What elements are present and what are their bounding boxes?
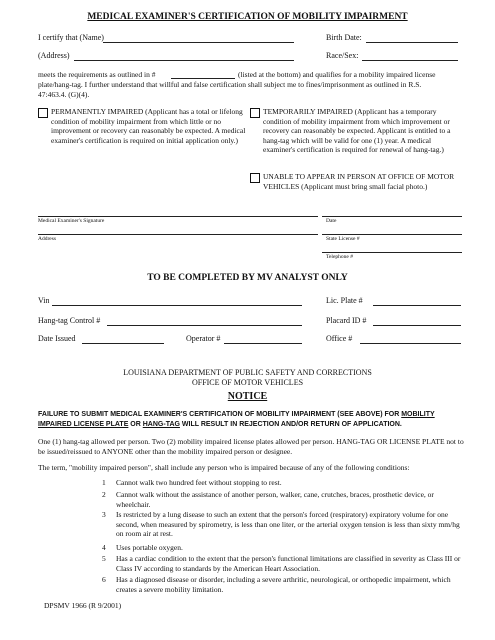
condition-number-field[interactable] <box>171 78 235 79</box>
signature-date-label: Date <box>326 218 337 224</box>
signature-date-field[interactable] <box>322 216 462 217</box>
placard-id-field[interactable] <box>373 325 461 326</box>
meets-text-line3: 47:463.4. (G)(4). <box>38 90 90 99</box>
condition-number: 4 <box>102 543 106 552</box>
analyst-heading: TO BE COMPLETED BY MV ANALYST ONLY <box>147 273 348 283</box>
lic-plate-label: Lic. Plate # <box>326 296 363 305</box>
date-issued-label: Date Issued <box>38 334 76 343</box>
unable-option-text: UNABLE TO APPEAR IN PERSON AT OFFICE OF MOTOR VEHICLES (Applicant must bring small facial photo.) <box>263 172 455 191</box>
form-title: MEDICAL EXAMINER'S CERTIFICATION OF MOBILITY IMPAIRMENT <box>87 12 408 22</box>
telephone-label: Telephone # <box>326 254 353 260</box>
examiner-address-field[interactable] <box>38 234 318 235</box>
operator-field[interactable] <box>224 343 302 344</box>
failure-notice <box>38 410 466 430</box>
birth-date-label: Birth Date: <box>326 33 362 42</box>
lic-plate-field[interactable] <box>373 305 461 306</box>
name-field[interactable] <box>103 42 294 43</box>
failure-notice-part-b: OR <box>128 421 143 428</box>
address-field[interactable] <box>74 60 294 61</box>
agency-dept: LOUISIANA DEPARTMENT OF PUBLIC SAFETY AND CORRECTIONS <box>123 368 372 377</box>
condition-text: Uses portable oxygen. <box>116 543 183 552</box>
failure-notice-part-a: FAILURE TO SUBMIT MEDICAL EXAMINER'S CERTIFICATION OF MOBILITY IMPAIRMENT (SEE ABOVE) FOR <box>38 411 402 418</box>
condition-text: Is restricted by a lung disease to such an extent that the person's forced (respiratory) expiratory volume for one second, when measured by spirometry, is less than one liter, or the arterial oxygen tension is less than sixty mm/hg on room air at rest. <box>116 510 460 538</box>
condition-number: 5 <box>102 554 106 563</box>
temporary-option-text: TEMPORARILY IMPAIRED (Applicant has a temporary condition of mobility impairment from which improvement or recovery can reasonably be expected. Applicant is entitled to a hang-tag which will be valid for one (1) year. A medical examiner's certification is required for renewal of hang-tag.) <box>263 107 451 154</box>
office-label: Office # <box>326 334 353 343</box>
office-field[interactable] <box>360 343 461 344</box>
vin-label: Vin <box>38 296 50 305</box>
form-id: DPSMV 1966 (R 9/2001) <box>44 601 122 610</box>
examiner-signature-field[interactable] <box>38 216 318 217</box>
hangtag-control-label: Hang-tag Control # <box>38 316 101 325</box>
hangtag-control-field[interactable] <box>107 325 302 326</box>
failure-notice-part-c: WILL RESULT IN REJECTION AND/OR RETURN OF APPLICATION. <box>179 421 402 428</box>
race-sex-field[interactable] <box>362 60 458 61</box>
permanent-checkbox[interactable] <box>38 108 48 118</box>
date-issued-field[interactable] <box>82 343 164 344</box>
examiner-signature-label: Medical Examiner's Signature <box>38 218 105 224</box>
vin-field[interactable] <box>52 305 302 306</box>
agency-office: OFFICE OF MOTOR VEHICLES <box>191 378 304 387</box>
examiner-address-label: Address <box>38 236 57 242</box>
state-license-label: State License # <box>326 236 360 242</box>
condition-number: 6 <box>102 575 106 584</box>
allowed-text: One (1) hang-tag allowed per person. Two (2) mobility impaired license plates allowed per person. HANG-TAG OR LICENSE PLATE not to be issued/reissued to ANYONE other than the mobility impaired person or designee. <box>38 437 464 456</box>
failure-notice-plate: MOBILITY IMPAIRED LICENSE PLATE <box>38 411 435 428</box>
state-license-field[interactable] <box>322 234 462 235</box>
meets-text-line2: plate/hang-tag. I further understand that willful and false certification shall subject me to fines/imprisonment as outlined in R.S. <box>38 80 422 89</box>
term-text: The term, "mobility impaired person", shall include any person who is impaired because of any of the following conditions: <box>38 463 410 472</box>
temporary-checkbox[interactable] <box>250 108 260 118</box>
telephone-field[interactable] <box>322 252 462 253</box>
condition-number: 2 <box>102 490 106 499</box>
condition-number: 1 <box>102 478 106 487</box>
address-label: (Address) <box>38 51 70 60</box>
meets-text-start: meets the requirements as outlined in # <box>38 70 156 79</box>
condition-number: 3 <box>102 510 106 519</box>
permanent-option-text: PERMANENTLY IMPAIRED (Applicant has a total or lifelong condition of mobility impairment from which little or no improvement or recovery can reasonably be expected. A medical examiner's certification is required on initial application only.) <box>51 107 246 145</box>
failure-notice-hangtag: HANG-TAG <box>142 421 180 428</box>
operator-label: Operator # <box>186 334 221 343</box>
notice-heading: NOTICE <box>227 391 268 402</box>
birth-date-field[interactable] <box>366 42 458 43</box>
condition-text: Cannot walk two hundred feet without stopping to rest. <box>116 478 282 487</box>
meets-text-end: (listed at the bottom) and qualifies for a mobility impaired license <box>238 70 436 79</box>
condition-text: Cannot walk without the assistance of another person, walker, cane, crutches, braces, prosthetic device, or wheelchair. <box>116 490 434 509</box>
race-sex-label: Race/Sex: <box>326 51 359 60</box>
condition-text: Has a cardiac condition to the extent that the person's functional limitations are classified in severity as Class III or Class IV according to standards by the American Heart Association. <box>116 554 461 573</box>
condition-text: Has a diagnosed disease or disorder, including a severe arthritic, neurological, or orthopedic impairment, which creates a severe mobility limitation. <box>116 575 451 594</box>
unable-checkbox[interactable] <box>250 173 260 183</box>
name-label: I certify that (Name) <box>38 33 104 42</box>
placard-id-label: Placard ID # <box>326 316 367 325</box>
